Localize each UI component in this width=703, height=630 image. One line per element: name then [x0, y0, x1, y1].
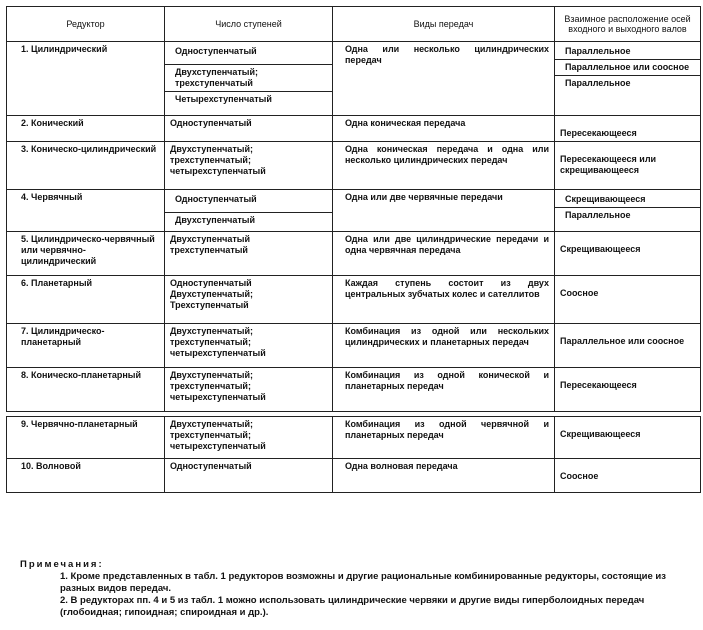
axes-cell — [555, 142, 701, 190]
stages-cell — [165, 142, 333, 190]
stage-item: Двухступенчатый; трехступенчатый; четырехступенчатый — [170, 326, 266, 358]
axes-cell — [555, 324, 701, 368]
reducer-name: 8. Коническо-планетарный — [7, 368, 165, 412]
stages-cell — [165, 417, 333, 459]
transmission-cell: Комбинация из одной или нескольких цилиндрических и планетарных передач — [333, 324, 555, 368]
axes-cell — [555, 232, 701, 276]
table-row — [7, 324, 701, 368]
transmission-cell: Комбинация из одной червячной и планетарных передач — [333, 417, 555, 459]
axis-item: Параллельное или соосное — [560, 336, 685, 346]
reducer-name: 9. Червячно-планетарный — [7, 417, 165, 459]
axis-item: Пересекающееся или скрещивающееся — [560, 154, 657, 175]
table-row — [7, 276, 701, 324]
stages-cell — [165, 459, 333, 493]
axis-item: Скрещивающееся — [555, 192, 700, 208]
stage-item: Двухступенчатый; трехступенчатый — [165, 65, 332, 92]
axis-item: Параллельное — [555, 44, 700, 60]
stage-item: Двухступенчатый; трехступенчатый; четырехступенчатый — [170, 144, 266, 176]
table-header — [7, 7, 701, 42]
stages-cell — [165, 276, 333, 324]
notes-heading: Примечания: — [20, 559, 104, 570]
stage-item: Одноступенчатый — [165, 44, 332, 65]
reducer-table — [6, 6, 700, 493]
stage-item: Двухступенчатый; трехступенчатый; четырехступенчатый — [170, 370, 266, 402]
table-row — [7, 368, 701, 412]
stage-item: Одноступенчатый Двухступенчатый; Трехступенчатый — [170, 278, 253, 310]
transmission-cell: Одна волновая передача — [333, 459, 555, 493]
axes-cell — [555, 368, 701, 412]
transmission-cell: Каждая ступень состоит из двух центральных зубчатых колес и сателлитов — [333, 276, 555, 324]
axis-item: Скрещивающееся — [560, 429, 641, 439]
stages-cell — [165, 232, 333, 276]
transmission-cell: Одна коническая передача — [333, 116, 555, 142]
header-axes: Взаимное расположение осей входного и выходного валов — [555, 7, 701, 42]
axis-item: Параллельное — [565, 78, 631, 88]
table-row — [7, 42, 701, 116]
transmission-cell: Одна или две червячные передачи — [333, 190, 555, 232]
reducer-name: 1. Цилиндрический — [7, 42, 165, 116]
stage-item: Двухступенчатый трехступенчатый — [170, 234, 250, 255]
reducer-name: 7. Цилиндрическо-планетарный — [7, 324, 165, 368]
header-transmissions: Виды передач — [333, 7, 555, 42]
axes-cell — [555, 116, 701, 142]
transmission-cell: Одна или две цилиндрические передачи и одна червячная передача — [333, 232, 555, 276]
reducer-name: 4. Червячный — [7, 190, 165, 232]
axes-cell — [555, 42, 701, 116]
reducer-name: 10. Волновой — [7, 459, 165, 493]
table-row — [7, 142, 701, 190]
table-row — [7, 116, 701, 142]
stage-item: Четырехступенчатый — [175, 94, 272, 104]
reducer-name: 5. Цилиндрическо-червячный или червячно-цилиндрический — [7, 232, 165, 276]
stage-item: Одноступенчатый — [170, 118, 252, 128]
axis-item: Соосное — [560, 288, 599, 298]
axes-cell — [555, 417, 701, 459]
transmission-cell: Одна или несколько цилиндрических передач — [333, 42, 555, 116]
table-row — [7, 190, 701, 232]
header-stages: Число ступеней — [165, 7, 333, 42]
axis-item: Пересекающееся — [560, 380, 637, 390]
note-2: 2. В редукторах пп. 4 и 5 из табл. 1 можно использовать цилиндрические червяки и другие виды гиперболоидных передач (глобоидная; гипоидная; спироидная и др.). — [60, 595, 645, 618]
stages-cell — [165, 116, 333, 142]
stages-cell — [165, 190, 333, 232]
axis-item: Соосное — [560, 471, 599, 481]
table-row — [7, 459, 701, 493]
axes-cell — [555, 276, 701, 324]
axes-cell — [555, 190, 701, 232]
axis-item: Параллельное или соосное — [555, 60, 700, 76]
axis-item: Пересекающееся — [560, 128, 637, 138]
reducer-name: 2. Конический — [7, 116, 165, 142]
stage-item: Одноступенчатый — [165, 192, 332, 213]
axis-item: Параллельное — [565, 210, 631, 220]
stages-cell — [165, 324, 333, 368]
stages-cell — [165, 368, 333, 412]
header-reducer: Редуктор — [7, 7, 165, 42]
reducer-name: 6. Планетарный — [7, 276, 165, 324]
axes-cell — [555, 459, 701, 493]
transmission-cell: Одна коническая передача и одна или несколько цилиндрических передач — [333, 142, 555, 190]
note-1: 1. Кроме представленных в табл. 1 редукторов возможны и другие рациональные комбинированные редукторы, состоящие из разных видов передач. — [60, 571, 666, 594]
table-row — [7, 417, 701, 459]
stage-item: Двухступенчатый — [175, 215, 255, 225]
reducer-name: 3. Коническо-цилиндрический — [7, 142, 165, 190]
axis-item: Скрещивающееся — [560, 244, 641, 254]
stages-cell — [165, 42, 333, 116]
stage-item: Одноступенчатый — [170, 461, 252, 471]
transmission-cell: Комбинация из одной конической и планетарных передач — [333, 368, 555, 412]
stage-item: Двухступенчатый; трехступенчатый; четырехступенчатый — [170, 419, 266, 451]
notes — [20, 559, 700, 619]
table-row — [7, 232, 701, 276]
